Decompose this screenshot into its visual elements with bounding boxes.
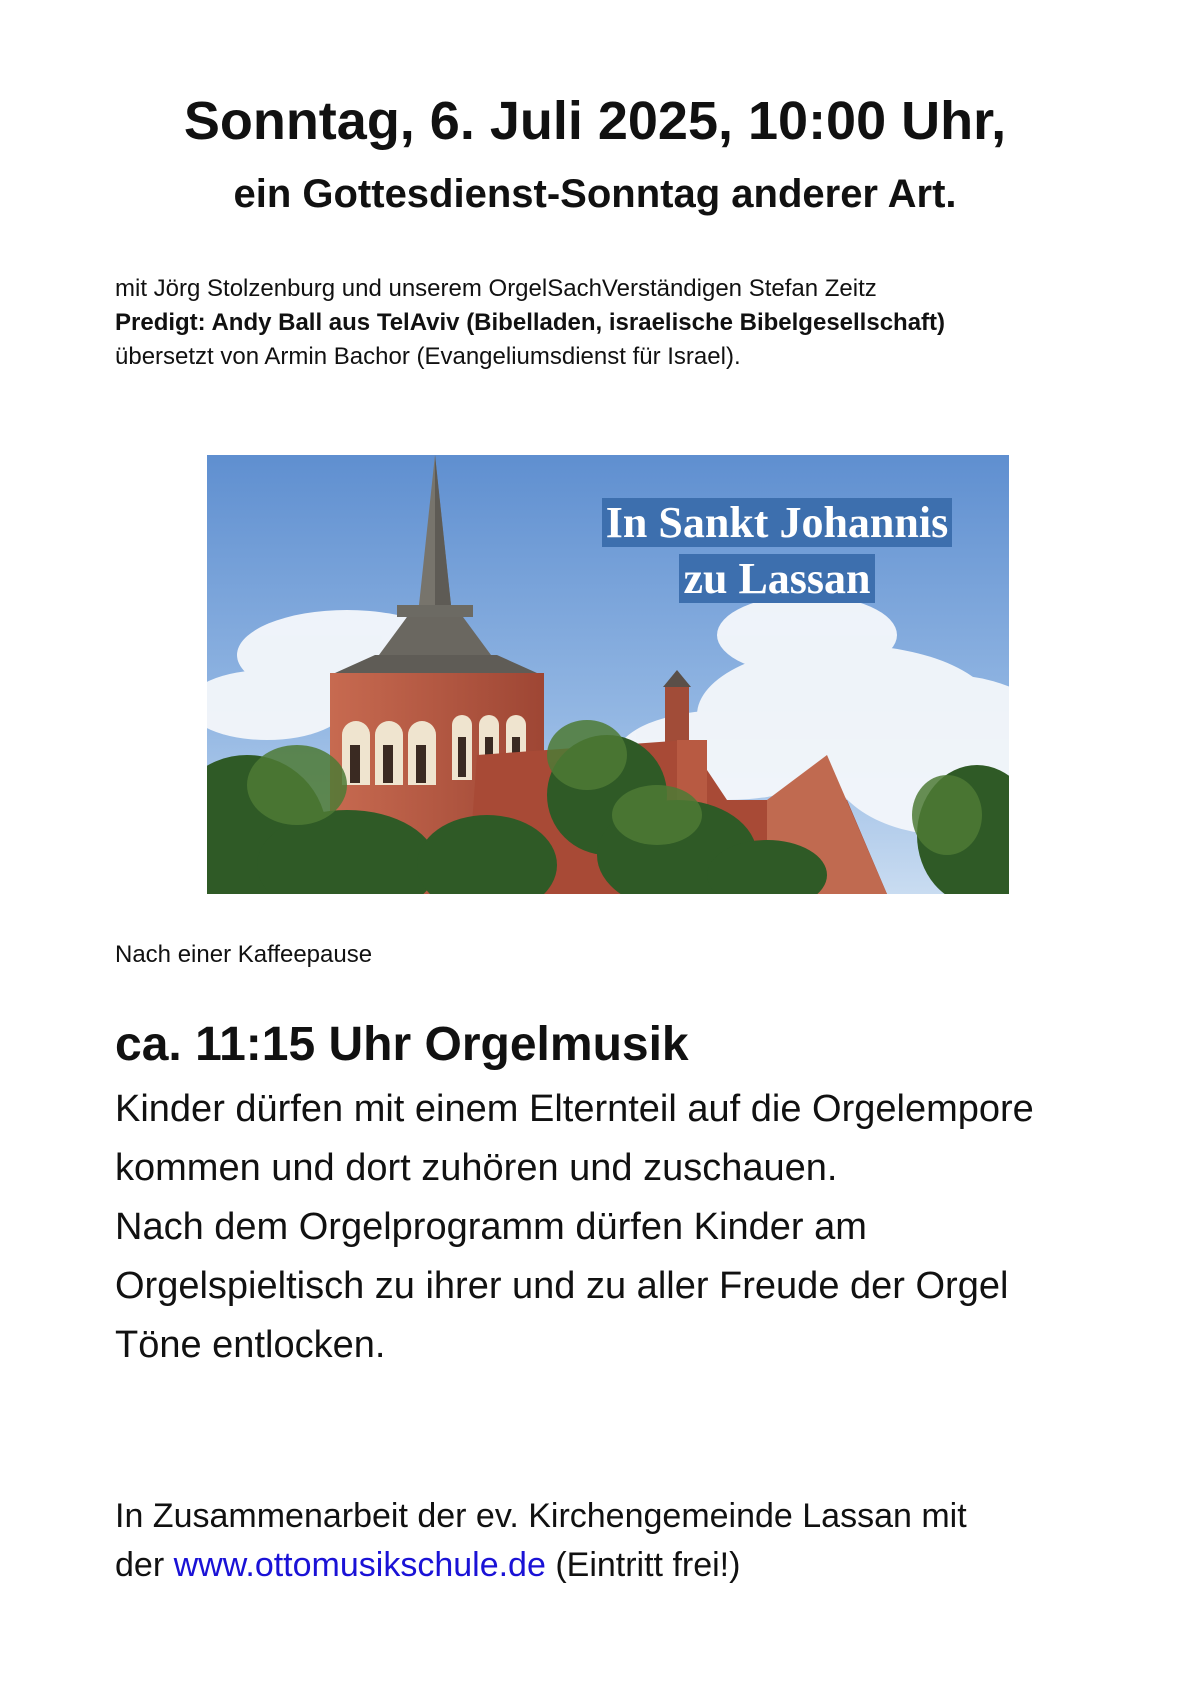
intro-block bbox=[115, 272, 1095, 374]
church-photo bbox=[207, 455, 1009, 894]
footer-line1: In Zusammenarbeit der ev. Kirchengemeinde Lassan mit bbox=[115, 1497, 967, 1535]
event-date-title: Sonntag, 6. Juli 2025, 10:00 Uhr, bbox=[183, 91, 1007, 151]
organ-paragraph-children-gallery: Kinder dürfen mit einem Elternteil auf die Orgelempore kommen und dort zuhören und zuschauen. bbox=[115, 1088, 1034, 1189]
photo-caption-line1: In Sankt Johannis bbox=[602, 498, 952, 547]
footer-prefix: der bbox=[115, 1546, 165, 1584]
organ-music-heading: ca. 11:15 Uhr Orgelmusik bbox=[115, 1018, 689, 1071]
intro-line-sermon: Predigt: Andy Ball aus TelAviv (Bibelladen, israelische Bibelgesellschaft) bbox=[115, 309, 946, 336]
footer-line2 bbox=[115, 1541, 1095, 1590]
organ-paragraph-console: Nach dem Orgelprogramm dürfen Kinder am Orgelspieltisch zu ihrer und zu aller Freude der Orgel Töne entlocken. bbox=[115, 1206, 1009, 1366]
intro-line-translator: übersetzt von Armin Bachor (Evangeliumsdienst für Israel). bbox=[115, 343, 741, 370]
photo-caption bbox=[577, 495, 977, 607]
intro-line-participants: mit Jörg Stolzenburg und unserem OrgelSachVerständigen Stefan Zeitz bbox=[115, 275, 877, 302]
footer-suffix: (Eintritt frei!) bbox=[555, 1546, 741, 1584]
coffee-break-note: Nach einer Kaffeepause bbox=[115, 941, 373, 968]
music-school-link[interactable]: www.ottomusikschule.de bbox=[173, 1546, 546, 1584]
event-subtitle: ein Gottesdienst-Sonntag anderer Art. bbox=[233, 172, 957, 216]
organ-music-description bbox=[115, 1080, 1075, 1375]
photo-caption-line2: zu Lassan bbox=[679, 554, 874, 603]
footer-block bbox=[115, 1492, 1095, 1590]
